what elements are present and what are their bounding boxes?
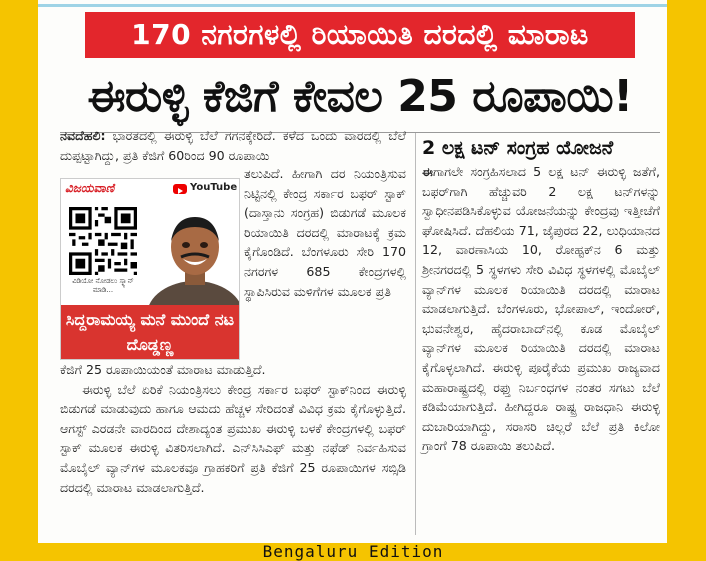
- youtube-logo: YouTube: [173, 182, 239, 197]
- lead-paragraph: [60, 126, 406, 165]
- right-column-text: [422, 162, 660, 456]
- column-divider: [415, 133, 416, 535]
- beside-promo-text: ತಲುಪಿದೆ. ಹೀಗಾಗಿ ದರ ನಿಯಂತ್ರಿಸುವ ನಿಟ್ಟಿನಲ್ಲಿ ಕೇಂದ್ರ ಸರ್ಕಾರ ಬಫರ್ ಸ್ಟಾಕ್ (ದಾಸ್ತಾನು ಸಂಗ್ರಹ) ಬಿಡುಗಡೆ ಮೂಲಕ ರಿಯಾಯಿತಿ ದರದಲ್ಲಿ ಮಾರಾಟಕ್ಕೆ ಕ್ರಮ ಕೈಗೊಂಡಿದೆ. ಬೆಂಗಳೂರು ಸೇರಿ 170 ನಗರಗಳ 685 ಕೇಂದ್ರಗಳಲ್ಲಿ ಸ್ಥಾಪಿಸಿರುವ ಮಳಿಗೆಗಳ ಮೂಲಕ ಪ್ರತಿ: [244, 166, 406, 299]
- dateline: ನವದೆಹಲಿ:: [60, 128, 106, 143]
- subheading: 2 ಲಕ್ಷ ಟನ್ ಸಂಗ್ರಹ ಯೋಜನೆ: [422, 137, 614, 159]
- lead-text: ಭಾರತದಲ್ಲಿ ಈರುಳ್ಳಿ ಬೆಲೆ ಗಗನಕ್ಕೇರಿದೆ. ಕಳೆದ ಒಂದು ವಾರದಲ್ಲಿ ಬೆಲೆ ದುಪ್ಪಟ್ಟಾಗಿದ್ದು, ಪ್ರತಿ ಕೆಜಿಗೆ 60ರಿಂದ 90 ರೂಪಾಯಿ: [60, 128, 406, 163]
- right-column-body: ಗಾಗಲೇ ಸಂಗ್ರಹಿಸಲಾದ 5 ಲಕ್ಷ ಟನ್ ಈರುಳ್ಳಿ ಜತೆಗೆ, ಬಫರ್‌ಗಾಗಿ ಹೆಚ್ಚುವರಿ 2 ಲಕ್ಷ ಟನ್‌ಗಳನ್ನು ಸ್ವಾಧೀನಪಡಿಸಿಕೊಳ್ಳುವ ಯೋಜನೆಯನ್ನು ಕೇಂದ್ರವು ಇತ್ತೀಚೆಗೆ ಘೋಷಿಸಿದೆ. ದೆಹಲಿಯ 71, ಜೈಪುರದ 22, ಲುಧಿಯಾನದ 12, ವಾರಣಾಸಿಯ 10, ರೋಹ್ಟಕ್‌ನ 6 ಮತ್ತು ಶ್ರೀನಗರದಲ್ಲಿ 5 ಸ್ಥಳಗಳು ಸೇರಿ ವಿವಿಧ ಸ್ಥಳಗಳಲ್ಲಿ ಮೊಬೈಲ್ ವ್ಯಾನ್‌ಗಳ ಮೂಲಕ ರಿಯಾಯಿತಿ ದರದಲ್ಲಿ ಮಾರಾಟ ಮಾಡಲಾಗುತ್ತಿದೆ. ಬೆಂಗಳೂರು, ಭೋಪಾಲ್, ಇಂದೋರ್, ಭುವನೇಶ್ವರ, ಹೈದರಾಬಾದ್‌ನಲ್ಲಿ ಕೂಡ ಮೊಬೈಲ್ ವ್ಯಾನ್‌ಗಳ ಮೂಲಕ ರಿಯಾಯಿತಿ ದರದಲ್ಲಿ ಮಾರಾಟ ಕೈಗೊಳ್ಳಲಾಗಿದೆ. ಈರುಳ್ಳಿ ಪೂರೈಕೆಯ ಪ್ರಮುಖ ರಾಜ್ಯವಾದ ಮಹಾರಾಷ್ಟ್ರದಲ್ಲಿ ರಫ್ತು ನಿರ್ಬಂಧಗಳ ನಂತರ ಸಗಟು ಬೆಲೆ ಕಡಿಮೆಯಾಗುತ್ತಿದೆ. ಹೀಗಿದ್ದರೂ ರಾಷ್ಟ್ರ ರಾಜಧಾನಿ ಈರುಳ್ಳಿ ದುಬಾರಿಯಾಗಿದ್ದು, ಸರಾಸರಿ ಚಿಲ್ಲರೆ ಬೆಲೆ ಪ್ರತಿ ಕಿಲೋ ಗ್ರಾಂಗೆ 78 ರೂಪಾಯಿ ತಲುಪಿದೆ.: [422, 164, 660, 454]
- youtube-icon: [173, 184, 187, 194]
- lower-paragraphs: [60, 360, 406, 497]
- promo-header: [61, 179, 239, 201]
- qr-code-icon[interactable]: [69, 207, 137, 275]
- person-photo: [145, 203, 239, 313]
- qr-caption: ವಿಡಿಯೋ ನೋಡಲು ಸ್ಕ್ಯಾನ್ ಮಾಡಿ...: [72, 277, 134, 294]
- top-rule: [38, 4, 667, 7]
- edition-label: Bengaluru Edition: [262, 542, 444, 561]
- kicker-banner: 170 ನಗರಗಳಲ್ಲಿ ರಿಯಾಯಿತಿ ದರದಲ್ಲಿ ಮಾರಾಟ: [85, 12, 635, 58]
- headline: ಈರುಳ್ಳಿ ಕೆಜಿಗೆ ಕೇವಲ 25 ರೂಪಾಯಿ!: [87, 71, 633, 122]
- second-paragraph: ಈರುಳ್ಳಿ ಬೆಲೆ ಏರಿಕೆ ನಿಯಂತ್ರಿಸಲು ಕೇಂದ್ರ ಸರ್ಕಾರ ಬಫರ್ ಸ್ಟಾಕ್‌ನಿಂದ ಈರುಳ್ಳಿ ಬಿಡುಗಡೆ ಮಾಡುವುದು ಹಾಗೂ ಆಮದು ಹೆಚ್ಚಳ ಸೇರಿದಂತೆ ವಿವಿಧ ಕ್ರಮ ಕೈಗೊಳ್ಳುತ್ತಿದೆ. ಆಗಸ್ಟ್ ಎರಡನೇ ವಾರದಿಂದ ದೇಶಾದ್ಯಂತ ಪ್ರಮುಖ ಈರುಳ್ಳಿ ಬಳಕೆ ಕೇಂದ್ರಗಳಲ್ಲಿ ಬಫರ್ ಸ್ಟಾಕ್ ಮೂಲಕ ಈರುಳ್ಳಿ ವಿತರಿಸಲಾಗಿದೆ. ಎನ್‌ಸಿಸಿಎಫ್ ಮತ್ತು ನಫೆಡ್ ನಿರ್ವಹಿಸುವ ಮೊಬೈಲ್ ವ್ಯಾನ್‌ಗಳ ಮೂಲಕವೂ ಗ್ರಾಹಕರಿಗೆ ಪ್ರತಿ ಕೆಜಿಗೆ 25 ರೂಪಾಯಿಗಳ ಸಬ್ಸಿಡಿ ದರದಲ್ಲಿ ಮಾರಾಟ ಮಾಡಲಾಗುತ್ತಿದೆ.: [60, 381, 406, 495]
- promo-title: ಸಿದ್ದರಾಮಯ್ಯ ಮನೆ ಮುಂದೆ ನಟ ದೊಡ್ಡಣ್ಣ: [61, 305, 239, 359]
- brand-logo: ವಿಜಯವಾಣಿ: [65, 181, 115, 195]
- video-promo-box[interactable]: [60, 178, 240, 360]
- newspaper-clipping: [38, 0, 667, 543]
- drop-cap: ಈ: [422, 164, 433, 179]
- below-promo-text: ಕೆಜಿಗೆ 25 ರೂಪಾಯಿಯಂತೆ ಮಾರಾಟ ಮಾಡುತ್ತಿದೆ.: [60, 362, 266, 377]
